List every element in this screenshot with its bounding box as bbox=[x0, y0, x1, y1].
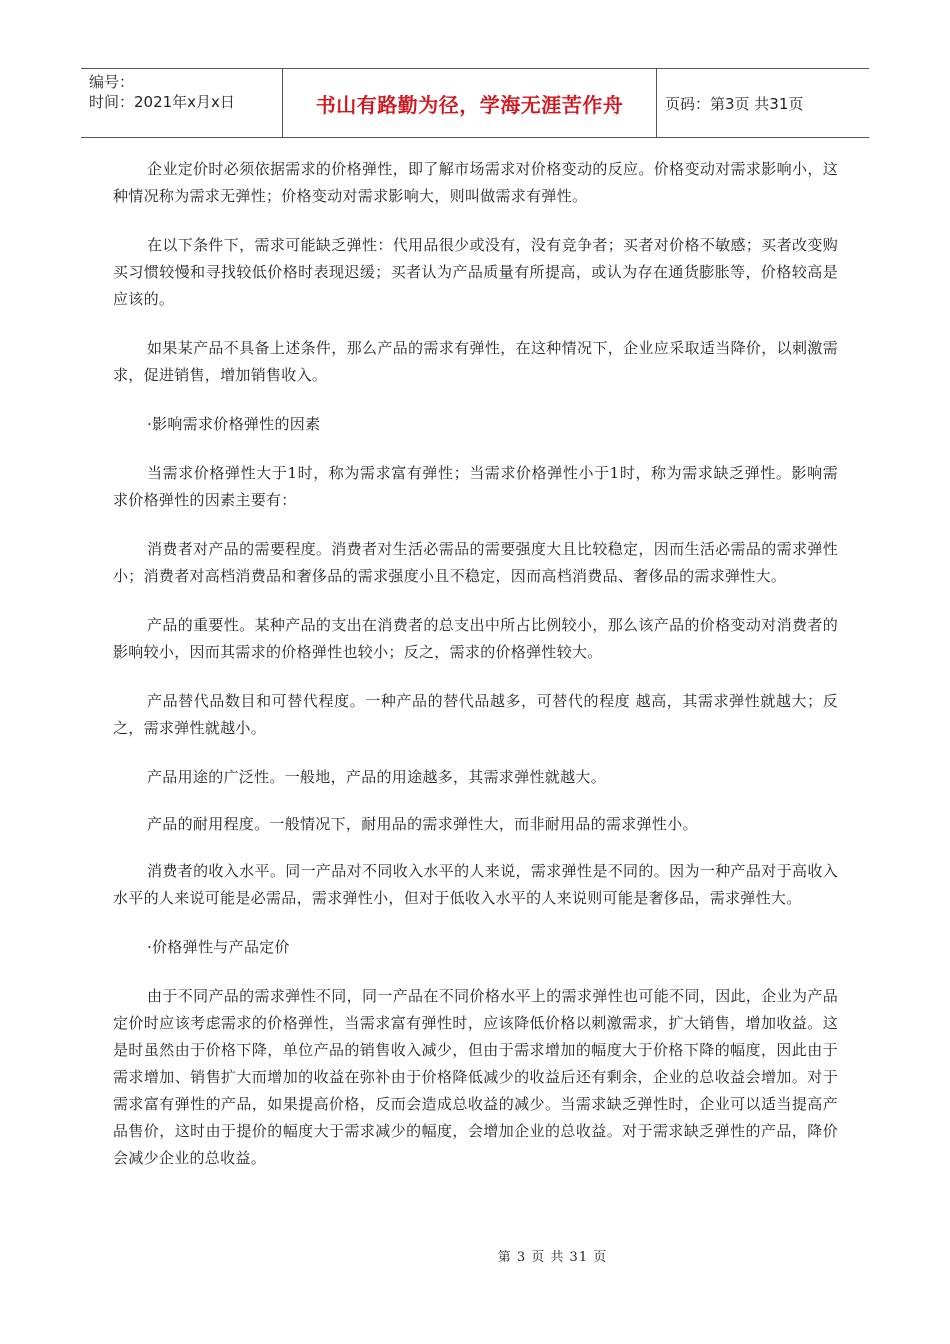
header-page-info: 页码：第3页 共31页 bbox=[665, 94, 804, 113]
document-body bbox=[113, 156, 838, 1194]
paragraph: 产品的耐用程度。一般情况下，耐用品的需求弹性大，而非耐用品的需求弹性小。 bbox=[147, 815, 698, 833]
section-heading: ·影响需求价格弹性的因素 bbox=[147, 415, 321, 433]
header-meta bbox=[81, 69, 283, 137]
paragraph: 产品用途的广泛性。一般地，产品的用途越多，其需求弹性就越大。 bbox=[147, 768, 607, 786]
time-label: 时间：2021年x月x日 bbox=[89, 93, 235, 111]
paragraph: 消费者的收入水平。同一产品对不同收入水平的人来说，需求弹性是不同的。因为一种产品对于高收入水平的人来说可能是必需品，需求弹性小，但对于低收入水平的人来说则可能是奢侈品，需求弹性大。 bbox=[113, 862, 838, 907]
paragraph: 当需求价格弹性大于1时，称为需求富有弹性；当需求价格弹性小于1时，称为需求缺乏弹性。影响需求价格弹性的因素主要有： bbox=[113, 464, 838, 509]
paragraph: 产品的重要性。某种产品的支出在消费者的总支出中所占比例较小，那么该产品的价格变动对消费者的影响较小，因而其需求的价格弹性也较小；反之，需求的价格弹性较大。 bbox=[113, 616, 838, 661]
paragraph: 在以下条件下，需求可能缺乏弹性：代用品很少或没有，没有竞争者；买者对价格不敏感；买者改变购买习惯较慢和寻找较低价格时表现迟缓；买者认为产品质量有所提高，或认为存在通货膨胀等，价格较高是应该的。 bbox=[113, 236, 838, 308]
paragraph: 企业定价时必须依据需求的价格弹性，即了解市场需求对价格变动的反应。价格变动对需求影响小，这种情况称为需求无弹性；价格变动对需求影响大，则叫做需求有弹性。 bbox=[113, 160, 838, 205]
footer-page-number: 第 3 页 共 31 页 bbox=[497, 1250, 608, 1265]
header-motto: 书山有路勤为径，学海无涯苦作舟 bbox=[283, 69, 657, 137]
paragraph: 由于不同产品的需求弹性不同，同一产品在不同价格水平上的需求弹性也可能不同，因此，企业为产品定价时应该考虑需求的价格弹性，当需求富有弹性时，应该降低价格以刺激需求，扩大销售，增加收益。这是时虽然由于价格下降，单位产品的销售收入减少，但由于需求增加的幅度大于价格下降的幅度，因此由于需求增加、销售扩大而增加的收益在弥补由于价格降低减少的收益后还有剩余，企业的总收益会增加。对于需求富有弹性的产品，如果提高价格，反而会造成总收益的减少。当需求缺乏弹性时，企业可以适当提高产品售价，这时由于提价的幅度大于需求减少的幅度，会增加企业的总收益。对于需求缺乏弹性的产品，降价会减少企业的总收益。 bbox=[113, 987, 838, 1167]
section-heading: ·价格弹性与产品定价 bbox=[147, 938, 290, 956]
paragraph: 如果某产品不具备上述条件，那么产品的需求有弹性，在这种情况下，企业应采取适当降价，以刺激需求，促进销售，增加销售收入。 bbox=[113, 339, 838, 384]
paragraph: 产品替代品数目和可替代程度。一种产品的替代品越多，可替代的程度 越高，其需求弹性就越大；反之，需求弹性就越小。 bbox=[113, 692, 838, 737]
code-label: 编号： bbox=[89, 73, 135, 91]
document-header bbox=[81, 68, 869, 138]
paragraph: 消费者对产品的需要程度。消费者对生活必需品的需要强度大且比较稳定，因而生活必需品的需求弹性小；消费者对高档消费品和奢侈品的需求强度小且不稳定，因而高档消费品、奢侈品的需求弹性大。 bbox=[113, 540, 838, 585]
page-footer bbox=[0, 1246, 950, 1265]
